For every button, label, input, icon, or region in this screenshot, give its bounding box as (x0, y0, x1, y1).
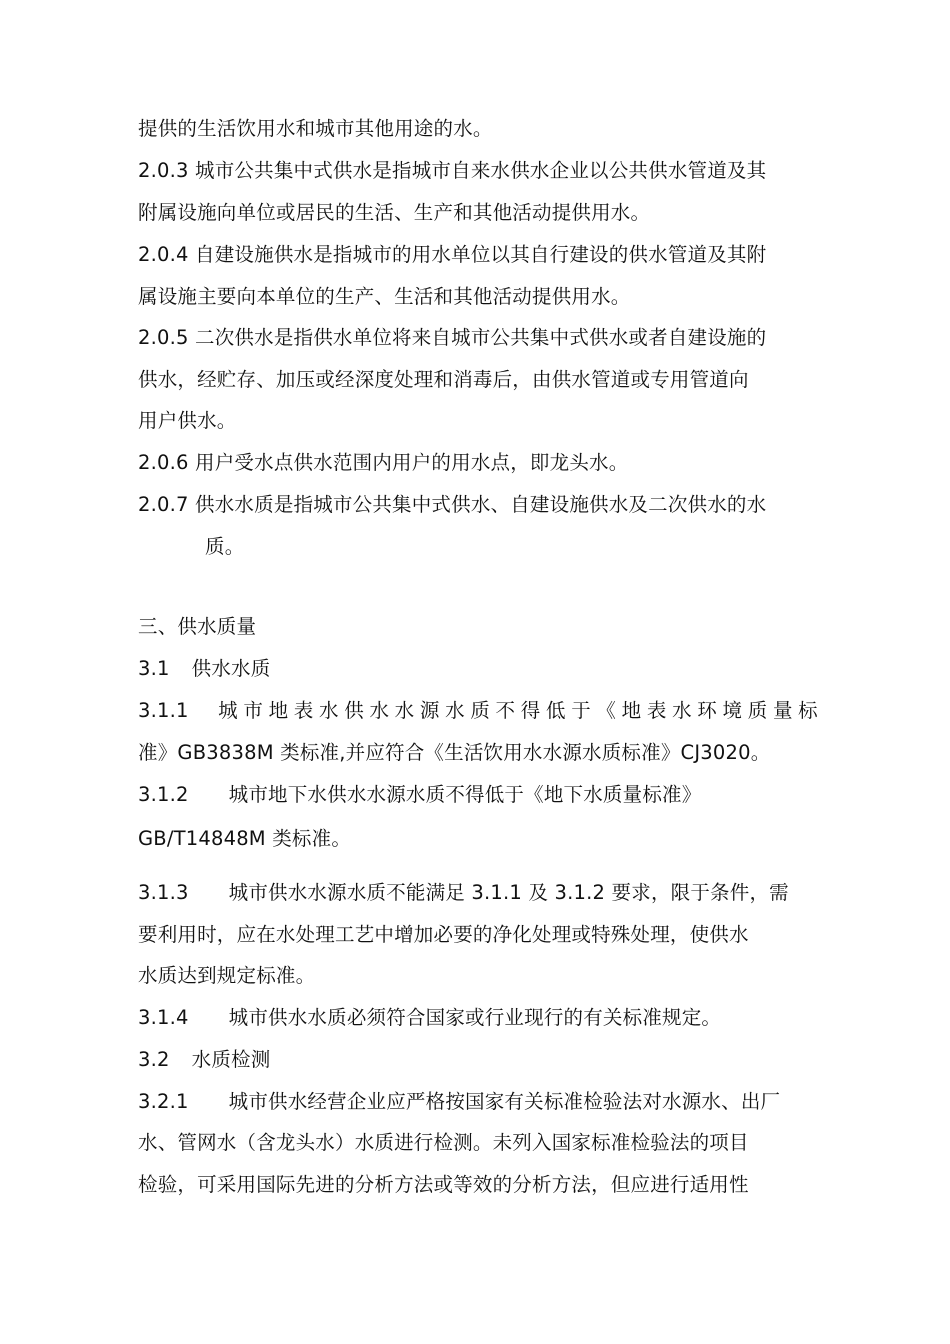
char: 水 (319, 699, 339, 722)
clause-text: 城市地下水供水水源水质不得低于《地下水质量标准》 (228, 783, 702, 806)
char: 源 (419, 699, 440, 722)
char: 得 (520, 699, 541, 722)
text-line (138, 880, 789, 906)
text-line: 质。 (205, 535, 245, 558)
char: 市 (243, 699, 264, 722)
text-line: 供水，经贮存、加压或经深度处理和消毒后，由供水管道或专用管道向 (138, 368, 749, 391)
clause-number: 3.2.1 (138, 1090, 189, 1113)
char: 标 (798, 699, 818, 722)
char: 表 (293, 699, 314, 722)
char: 境 (722, 699, 743, 722)
char: 质 (470, 699, 491, 722)
clause-text: 城市供水水源水质不能满足 3.1.1 及 3.1.2 要求，限于条件，需 (228, 881, 789, 904)
text-line: 属设施主要向本单位的生产、生活和其他活动提供用水。 (138, 285, 631, 308)
text-line (138, 1005, 721, 1031)
char: 地 (268, 699, 289, 722)
char: 水 (445, 699, 465, 722)
text-line (138, 782, 701, 808)
char: 低 (545, 699, 566, 722)
text-line: 检验，可采用国际先进的分析方法或等效的分析方法，但应进行适用性 (138, 1173, 749, 1196)
section-heading: 三、供水质量 (138, 615, 257, 638)
clause-title: 供水水质 (191, 657, 271, 680)
text-line: 2.0.3 城市公共集中式供水是指城市自来水供水企业以公共供水管道及其 (138, 159, 767, 182)
text-line (138, 1089, 780, 1115)
subsection-heading (138, 656, 270, 682)
char: 供 (344, 699, 364, 722)
char: 城 (218, 699, 238, 722)
text-line: GB/T14848M 类标准。 (138, 827, 352, 850)
clause-text: 城市供水经营企业应严格按国家有关标准检验法对水源水、出厂 (228, 1090, 781, 1113)
char: 水 (672, 699, 692, 722)
char: 水 (369, 699, 390, 722)
clause-number: 3.1 (138, 657, 170, 680)
char: 不 (495, 699, 516, 722)
text-line: 2.0.6 用户受水点供水范围内用户的用水点，即龙头水。 (138, 451, 629, 474)
text-line: 2.0.7 供水水质是指城市公共集中式供水、自建设施供水及二次供水的水 (138, 493, 767, 516)
text-line: 用户供水。 (138, 409, 237, 432)
clause-number: 3.1.3 (138, 881, 189, 904)
clause-number: 3.1.4 (138, 1006, 189, 1029)
char: 《 (596, 699, 617, 722)
clause-number: 3.2 (138, 1048, 170, 1071)
text-line: 准》GB3838M 类标准,并应符合《生活饮用水水源水质标准》CJ3020。 (138, 741, 771, 764)
text-line: 水、管网水（含龙头水）水质进行检测。未列入国家标准检验法的项目 (138, 1131, 749, 1154)
text-line: 2.0.5 二次供水是指供水单位将来自城市公共集中式供水或者自建设施的 (138, 326, 767, 349)
text-line: 水质达到规定标准。 (138, 964, 316, 987)
text-line: 附属设施向单位或居民的生活、生产和其他活动提供用水。 (138, 201, 651, 224)
subsection-heading (138, 1047, 270, 1073)
clause-text: 城市供水水质必须符合国家或行业现行的有关标准规定。 (228, 1006, 722, 1029)
text-line: 要利用时，应在水处理工艺中增加必要的净化处理或特殊处理，使供水 (138, 923, 749, 946)
char: 于 (571, 699, 591, 722)
char: 水 (394, 699, 415, 722)
clause-title: 水质检测 (191, 1048, 271, 1071)
clause-number: 3.1.1 (138, 699, 189, 722)
clause-number: 3.1.2 (138, 783, 189, 806)
char: 地 (621, 699, 642, 722)
char: 质 (747, 699, 768, 722)
char: 表 (646, 699, 667, 722)
text-line (138, 698, 818, 724)
char: 环 (697, 699, 717, 722)
text-line: 提供的生活饮用水和城市其他用途的水。 (138, 117, 493, 140)
text-line: 2.0.4 自建设施供水是指城市的用水单位以其自行建设的供水管道及其附 (138, 243, 767, 266)
char: 量 (772, 699, 793, 722)
